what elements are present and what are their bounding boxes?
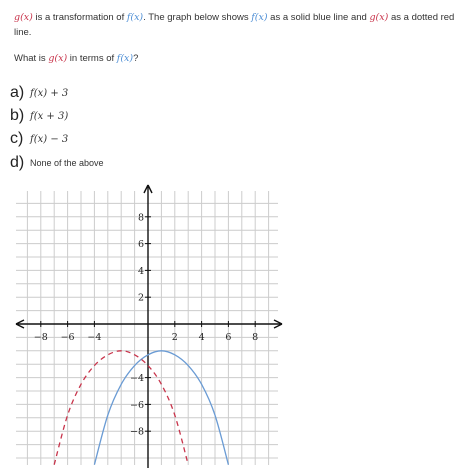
x-tick-label: 8 [252, 332, 259, 343]
question-prefix: What is [14, 53, 49, 64]
question-g-of-x: g(x) [48, 53, 68, 64]
intro-part-4: as a dotted red line. [14, 12, 455, 38]
g-of-x-label-2: g(x) [369, 12, 389, 23]
option-d[interactable] [10, 154, 104, 172]
intro-part-2: . The graph below shows [143, 12, 252, 23]
option-d-text: None of the above [30, 158, 104, 168]
x-tick-label: 4 [198, 332, 205, 343]
x-tick-label: 2 [171, 332, 178, 343]
y-tick-label: 2 [137, 292, 144, 304]
option-c-text: f(x) − 3 [30, 133, 69, 145]
x-tick-label: −8 [33, 332, 48, 343]
option-a[interactable] [10, 84, 68, 102]
x-tick-label: −6 [60, 332, 75, 343]
y-tick-label: −4 [129, 373, 144, 385]
option-a-text: f(x) + 3 [30, 87, 69, 99]
option-b[interactable] [10, 107, 68, 125]
option-b-letter: b) [10, 107, 25, 124]
f-of-x-label: f(x) [126, 12, 144, 23]
intro-text [14, 10, 462, 40]
intro-part-1: is a transformation of [32, 12, 127, 23]
x-tick-label: 6 [225, 332, 232, 343]
y-tick-label: −6 [129, 399, 144, 411]
option-d-letter: d) [10, 154, 25, 171]
f-of-x-label-2: f(x) [251, 12, 268, 23]
option-b-text: f(x + 3) [30, 110, 69, 122]
y-tick-label: −8 [129, 426, 144, 438]
intro-part-3: as a solid blue line and [267, 12, 370, 23]
g-of-x-label: g(x) [14, 12, 33, 23]
option-c[interactable] [10, 130, 68, 148]
question-text [14, 53, 138, 64]
x-tick-label: −4 [87, 332, 102, 343]
option-c-letter: c) [10, 130, 24, 147]
y-tick-label: 8 [137, 212, 144, 224]
option-a-letter: a) [10, 84, 25, 101]
question-f-of-x: f(x) [116, 53, 134, 64]
y-tick-label: 6 [137, 239, 144, 251]
question-middle: in terms of [67, 53, 117, 64]
question-suffix: ? [133, 53, 139, 64]
function-graph [0, 180, 471, 469]
y-tick-label: 4 [137, 265, 144, 277]
